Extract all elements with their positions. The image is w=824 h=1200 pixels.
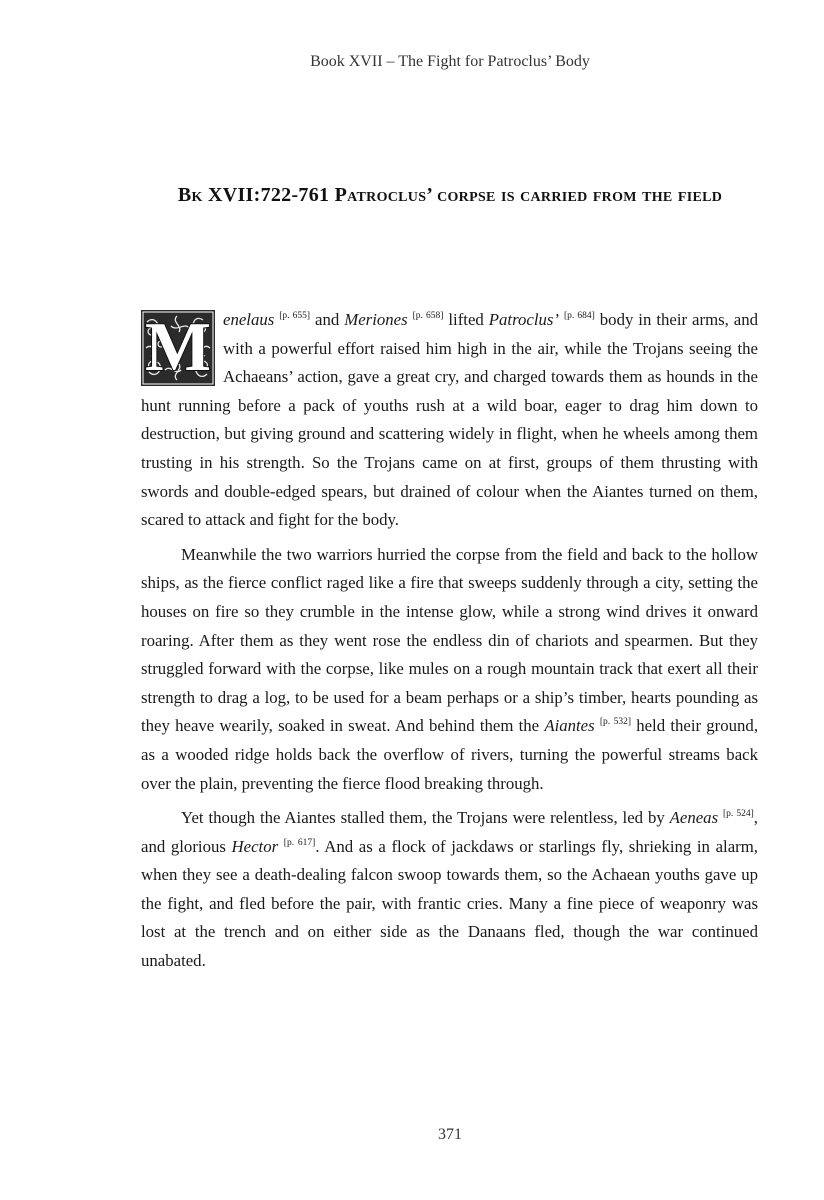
name-patroclus: Patroclus’ bbox=[488, 310, 560, 329]
running-head: Book XVII – The Fight for Patroclus’ Body bbox=[310, 53, 590, 70]
body-text bbox=[141, 306, 758, 982]
text-run: . And as a flock of jackdaws or starlings fly, shrieking in alarm, when they see a death-dealing falcon swoop towards them, so the Achaean youths gave up the fight, and fled before the pair, with frantic cries. Many a fine piece of weaponry was lost at the trench and on either side as the Danaans fled, though the war continued unabated. bbox=[141, 836, 758, 971]
page-ref: [p. 524] bbox=[723, 809, 754, 820]
name-aeneas: Aeneas bbox=[669, 808, 719, 828]
text-run: held their ground, as a wooded ridge holds back the overflow of rivers, turning the powerful streams back over the plain, preventing the fierce flood breaking through. bbox=[141, 716, 759, 793]
dropcap-letter: M bbox=[144, 309, 212, 386]
text-run: body in their arms, and with a powerful effort raised him high in the air, while the Trojans seeing the Achaeans’ action, gave a great cry, and charged towards them as hounds in the hunt running before a pack of youths rush at a wild boar, eager to drag him down to destruction, but giving ground and scattering widely in flight, when he wheels among them trusting in his strength. So the Trojans came on at first, groups of them thrusting with swords and double-edged spears, but drained of colour when the Aiantes turned on them, scared to attack and fight for the body. bbox=[141, 310, 759, 530]
page-ref: [p. 655] bbox=[279, 311, 311, 321]
text-run: and bbox=[310, 310, 345, 329]
paragraph-3 bbox=[141, 804, 758, 976]
name-menelaus: enelaus bbox=[223, 310, 275, 329]
text-run: , and glorious bbox=[141, 808, 758, 856]
name-meriones: Meriones bbox=[344, 310, 408, 329]
chapter-title: Bk XVII:722-761 Patroclus’ corpse is carried from the field bbox=[177, 184, 723, 206]
paragraph-1 bbox=[141, 306, 758, 535]
name-hector: Hector bbox=[231, 836, 279, 856]
page-ref: [p. 684] bbox=[563, 311, 595, 321]
decorative-dropcap bbox=[141, 310, 215, 386]
page-ref: [p. 658] bbox=[412, 311, 444, 321]
page-ref: [p. 532] bbox=[599, 717, 631, 728]
text-run: Yet though the Aiantes stalled them, the Trojans were relentless, led by bbox=[181, 808, 670, 828]
page-number: 371 bbox=[438, 1126, 462, 1143]
name-aiantes: Aiantes bbox=[544, 716, 595, 736]
paragraph-2 bbox=[141, 541, 758, 798]
page-ref: [p. 617] bbox=[283, 837, 316, 848]
text-run: Meanwhile the two warriors hurried the corpse from the field and back to the hollow ships, as the fierce conflict raged like a fire that sweeps suddenly through a city, setting the houses on fire so they crumble in the intense glow, while a strong wind drives it onward roaring. After them as they went rose the endless din of chariots and spearmen. But they struggled forward with the corpse, like mules on a rough mountain track that exert all their strength to drag a log, to be used for a beam perhaps or a ship’s timber, hearts pounding as they heave wearily, soaked in sweat. And behind them the bbox=[141, 544, 758, 736]
text-run: lifted bbox=[443, 310, 489, 329]
